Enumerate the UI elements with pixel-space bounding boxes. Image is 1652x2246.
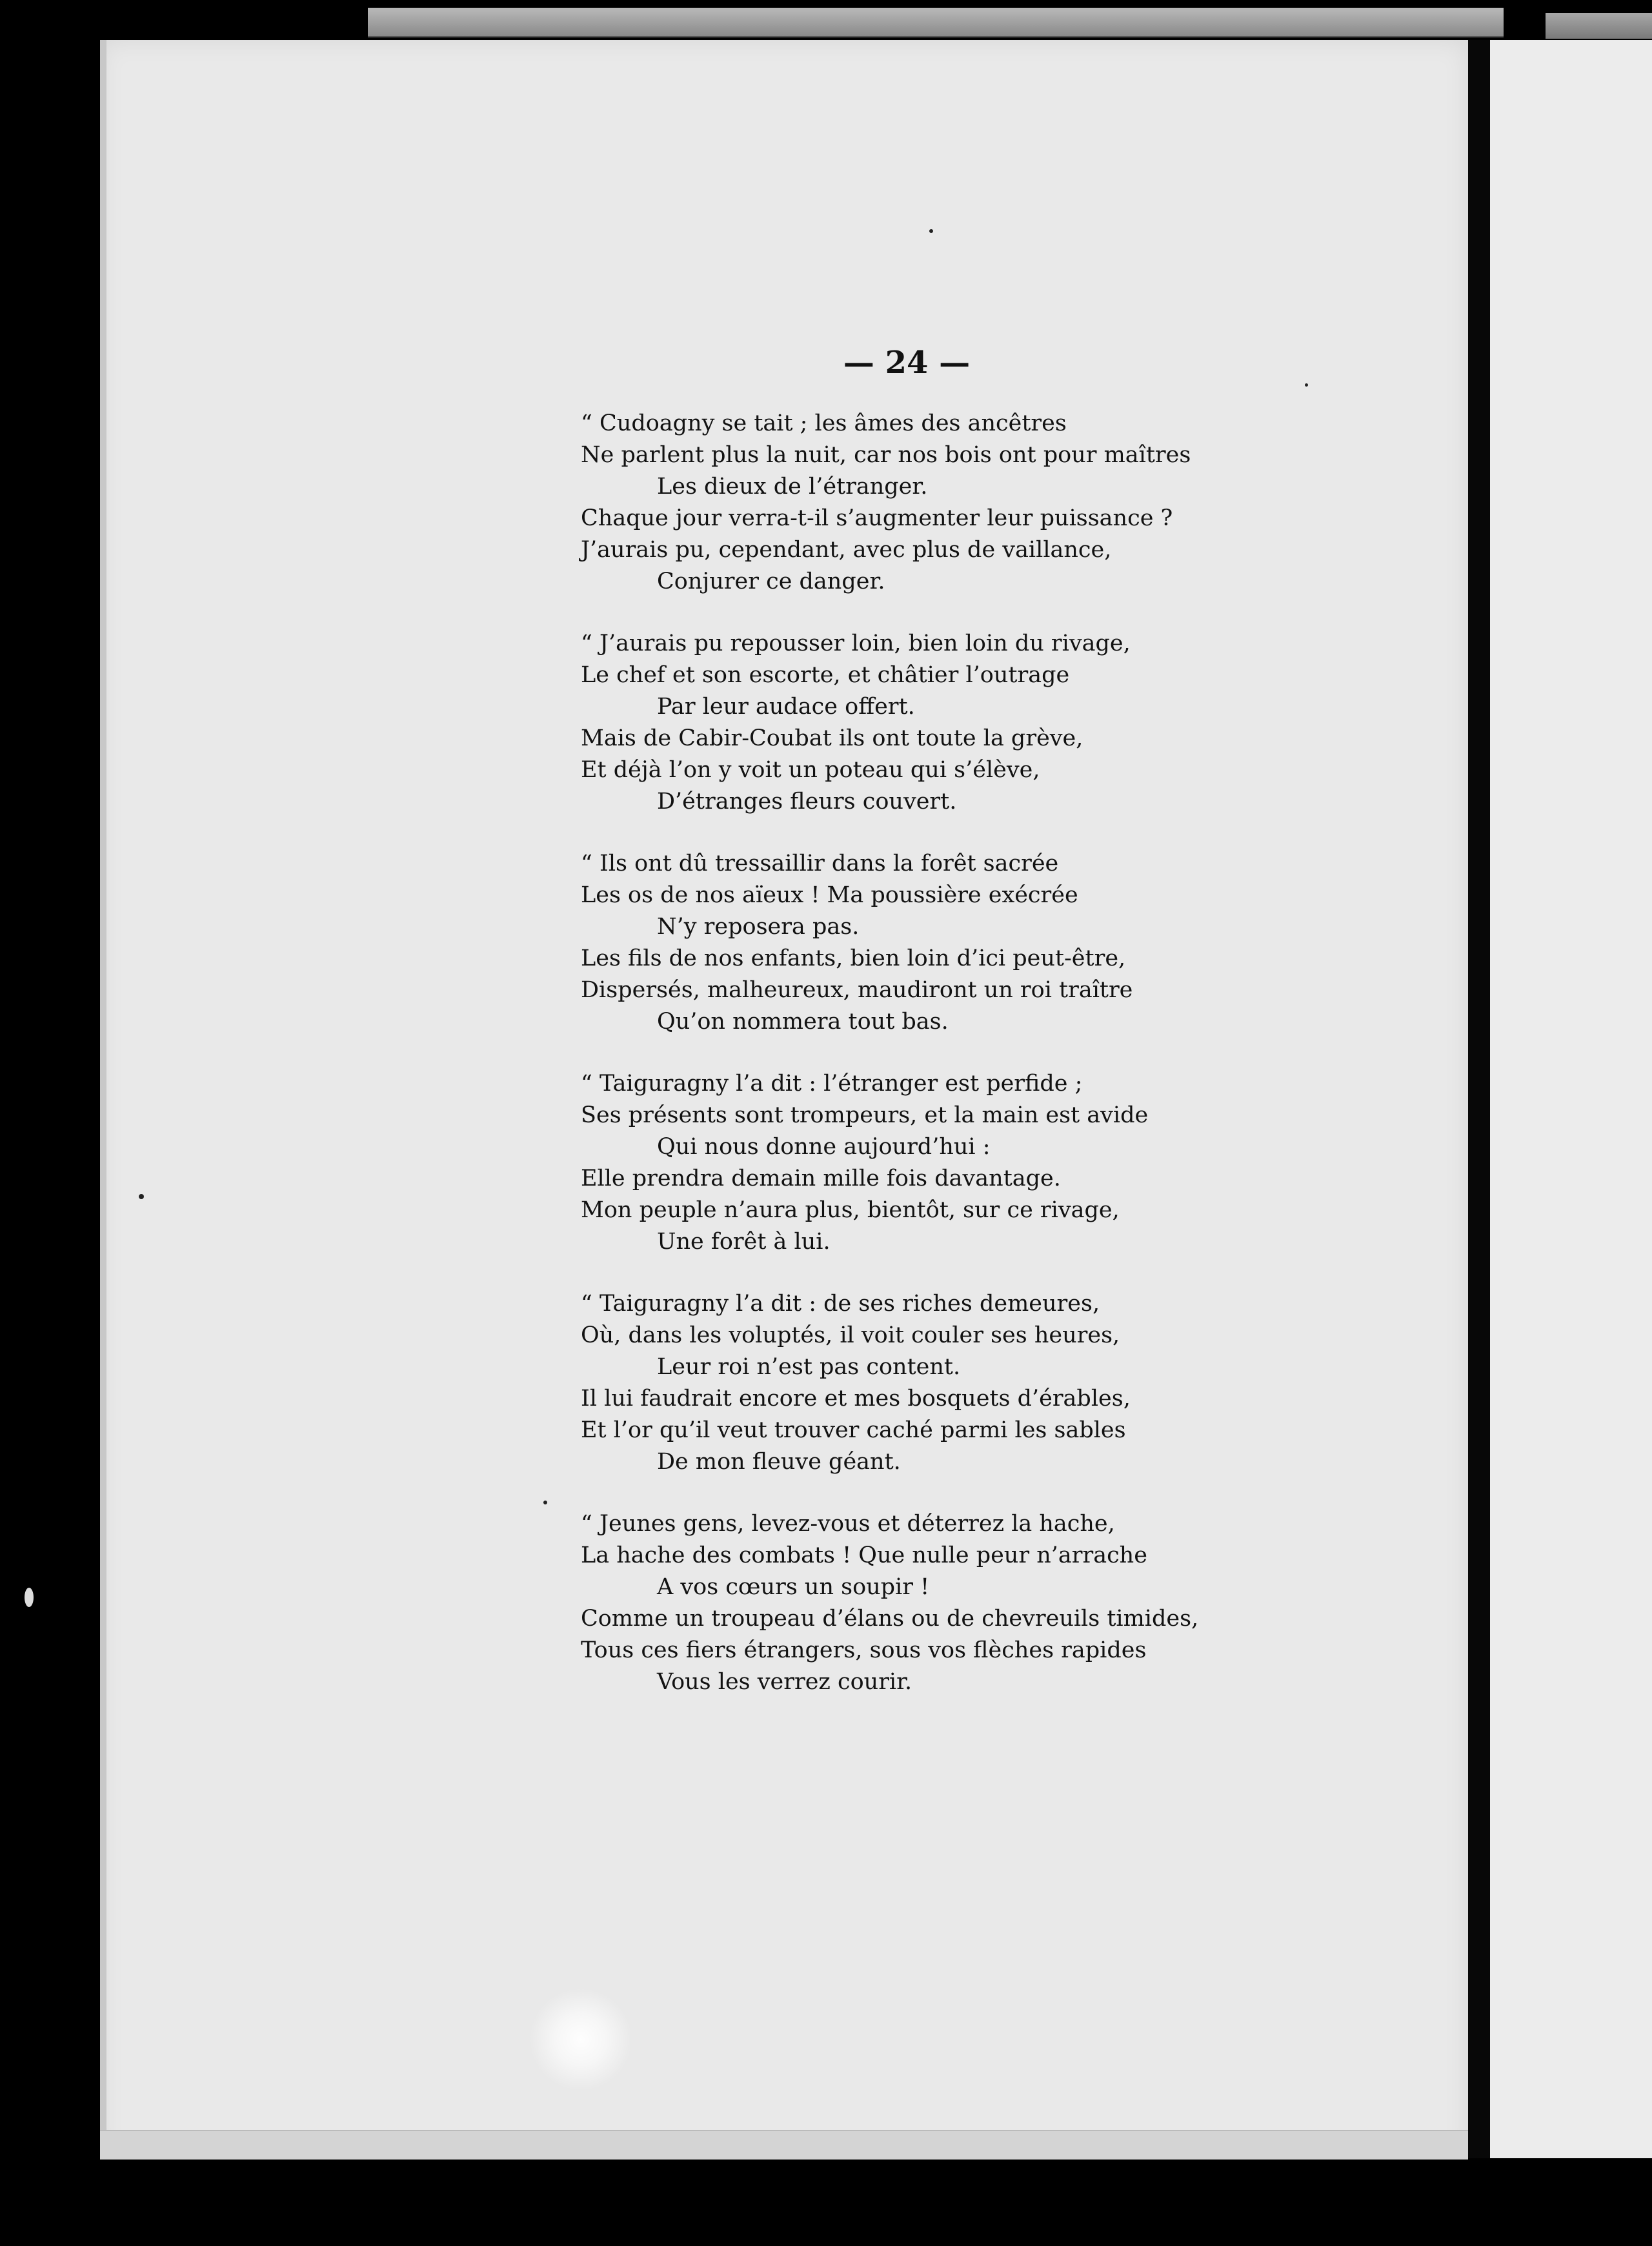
stanza — [581, 408, 1291, 598]
poem-line: D’étranges fleurs couvert. — [657, 789, 957, 814]
poem — [581, 408, 1291, 1728]
poem-line: Tous ces fiers étrangers, sous vos flèches rapides — [581, 1637, 1147, 1663]
poem-line: Le chef et son escorte, et châtier l’outrage — [581, 662, 1070, 688]
poem-line: “ Taiguragny l’a dit : l’étranger est perfide ; — [581, 1071, 1083, 1097]
poem-line: Les dieux de l’étranger. — [657, 474, 928, 500]
poem-line: Conjurer ce danger. — [657, 569, 885, 594]
poem-line: Les os de nos aïeux ! Ma poussière exécrée — [581, 882, 1078, 908]
book-gutter — [1468, 40, 1490, 2158]
poem-line: Chaque jour verra-t-il s’augmenter leur puissance ? — [581, 505, 1173, 531]
poem-line: “ Cudoagny se tait ; les âmes des ancêtres — [581, 410, 1067, 436]
poem-line: Qui nous donne aujourd’hui : — [657, 1134, 991, 1160]
stanza — [581, 848, 1291, 1038]
poem-line: Ses présents sont trompeurs, et la main est avide — [581, 1102, 1149, 1128]
poem-line: A vos cœurs un soupir ! — [657, 1574, 930, 1600]
poem-line: “ Jeunes gens, levez-vous et déterrez la hache, — [581, 1511, 1115, 1537]
poem-line: Les fils de nos enfants, bien loin d’ici peut-être, — [581, 946, 1126, 971]
poem-line: Mais de Cabir-Coubat ils ont toute la grève, — [581, 725, 1083, 751]
stanza — [581, 1288, 1291, 1478]
page-edge — [100, 40, 106, 2158]
dust-speck — [25, 1588, 34, 1607]
dust-speck — [139, 1194, 144, 1199]
stanza — [581, 628, 1291, 818]
poem-line: “ Ils ont dû tressaillir dans la forêt sacrée — [581, 851, 1059, 876]
poem-line: N’y reposera pas. — [657, 914, 860, 940]
dust-speck — [929, 229, 933, 233]
page-bottom-edge — [100, 2130, 1468, 2160]
poem-line: Dispersés, malheureux, maudiront un roi traître — [581, 977, 1133, 1003]
poem-line: Elle prendra demain mille fois davantage. — [581, 1166, 1061, 1191]
adjacent-page — [1490, 40, 1652, 2158]
poem-line: Leur roi n’est pas content. — [657, 1354, 961, 1380]
poem-line: Il lui faudrait encore et mes bosquets d’érables, — [581, 1386, 1131, 1411]
poem-line: De mon fleuve géant. — [657, 1449, 901, 1475]
poem-line: La hache des combats ! Que nulle peur n’arrache — [581, 1543, 1147, 1568]
poem-line: Vous les verrez courir. — [657, 1669, 912, 1695]
poem-line: Où, dans les voluptés, il voit couler ses heures, — [581, 1322, 1120, 1348]
scan-glare — [529, 1988, 632, 2091]
poem-line: Et déjà l’on y voit un poteau qui s’élève, — [581, 757, 1040, 783]
stanza — [581, 1068, 1291, 1258]
film-strip-top-right — [1546, 13, 1652, 39]
page-number: — 24 — — [843, 345, 971, 381]
stanza — [581, 1508, 1291, 1698]
poem-line: “ J’aurais pu repousser loin, bien loin du rivage, — [581, 631, 1131, 656]
poem-line: Mon peuple n’aura plus, bientôt, sur ce rivage, — [581, 1197, 1120, 1223]
poem-line: Comme un troupeau d’élans ou de chevreuils timides, — [581, 1606, 1199, 1632]
dust-speck — [1305, 383, 1308, 387]
poem-line: J’aurais pu, cependant, avec plus de vaillance, — [581, 537, 1112, 563]
poem-line: Ne parlent plus la nuit, car nos bois ont pour maîtres — [581, 442, 1191, 468]
poem-line: Et l’or qu’il veut trouver caché parmi les sables — [581, 1417, 1126, 1443]
poem-line: Par leur audace offert. — [657, 694, 915, 720]
dust-speck — [543, 1501, 547, 1504]
poem-line: Qu’on nommera tout bas. — [657, 1009, 949, 1035]
poem-line: “ Taiguragny l’a dit : de ses riches demeures, — [581, 1291, 1100, 1317]
film-strip-top — [368, 8, 1504, 37]
poem-line: Une forêt à lui. — [657, 1229, 831, 1255]
